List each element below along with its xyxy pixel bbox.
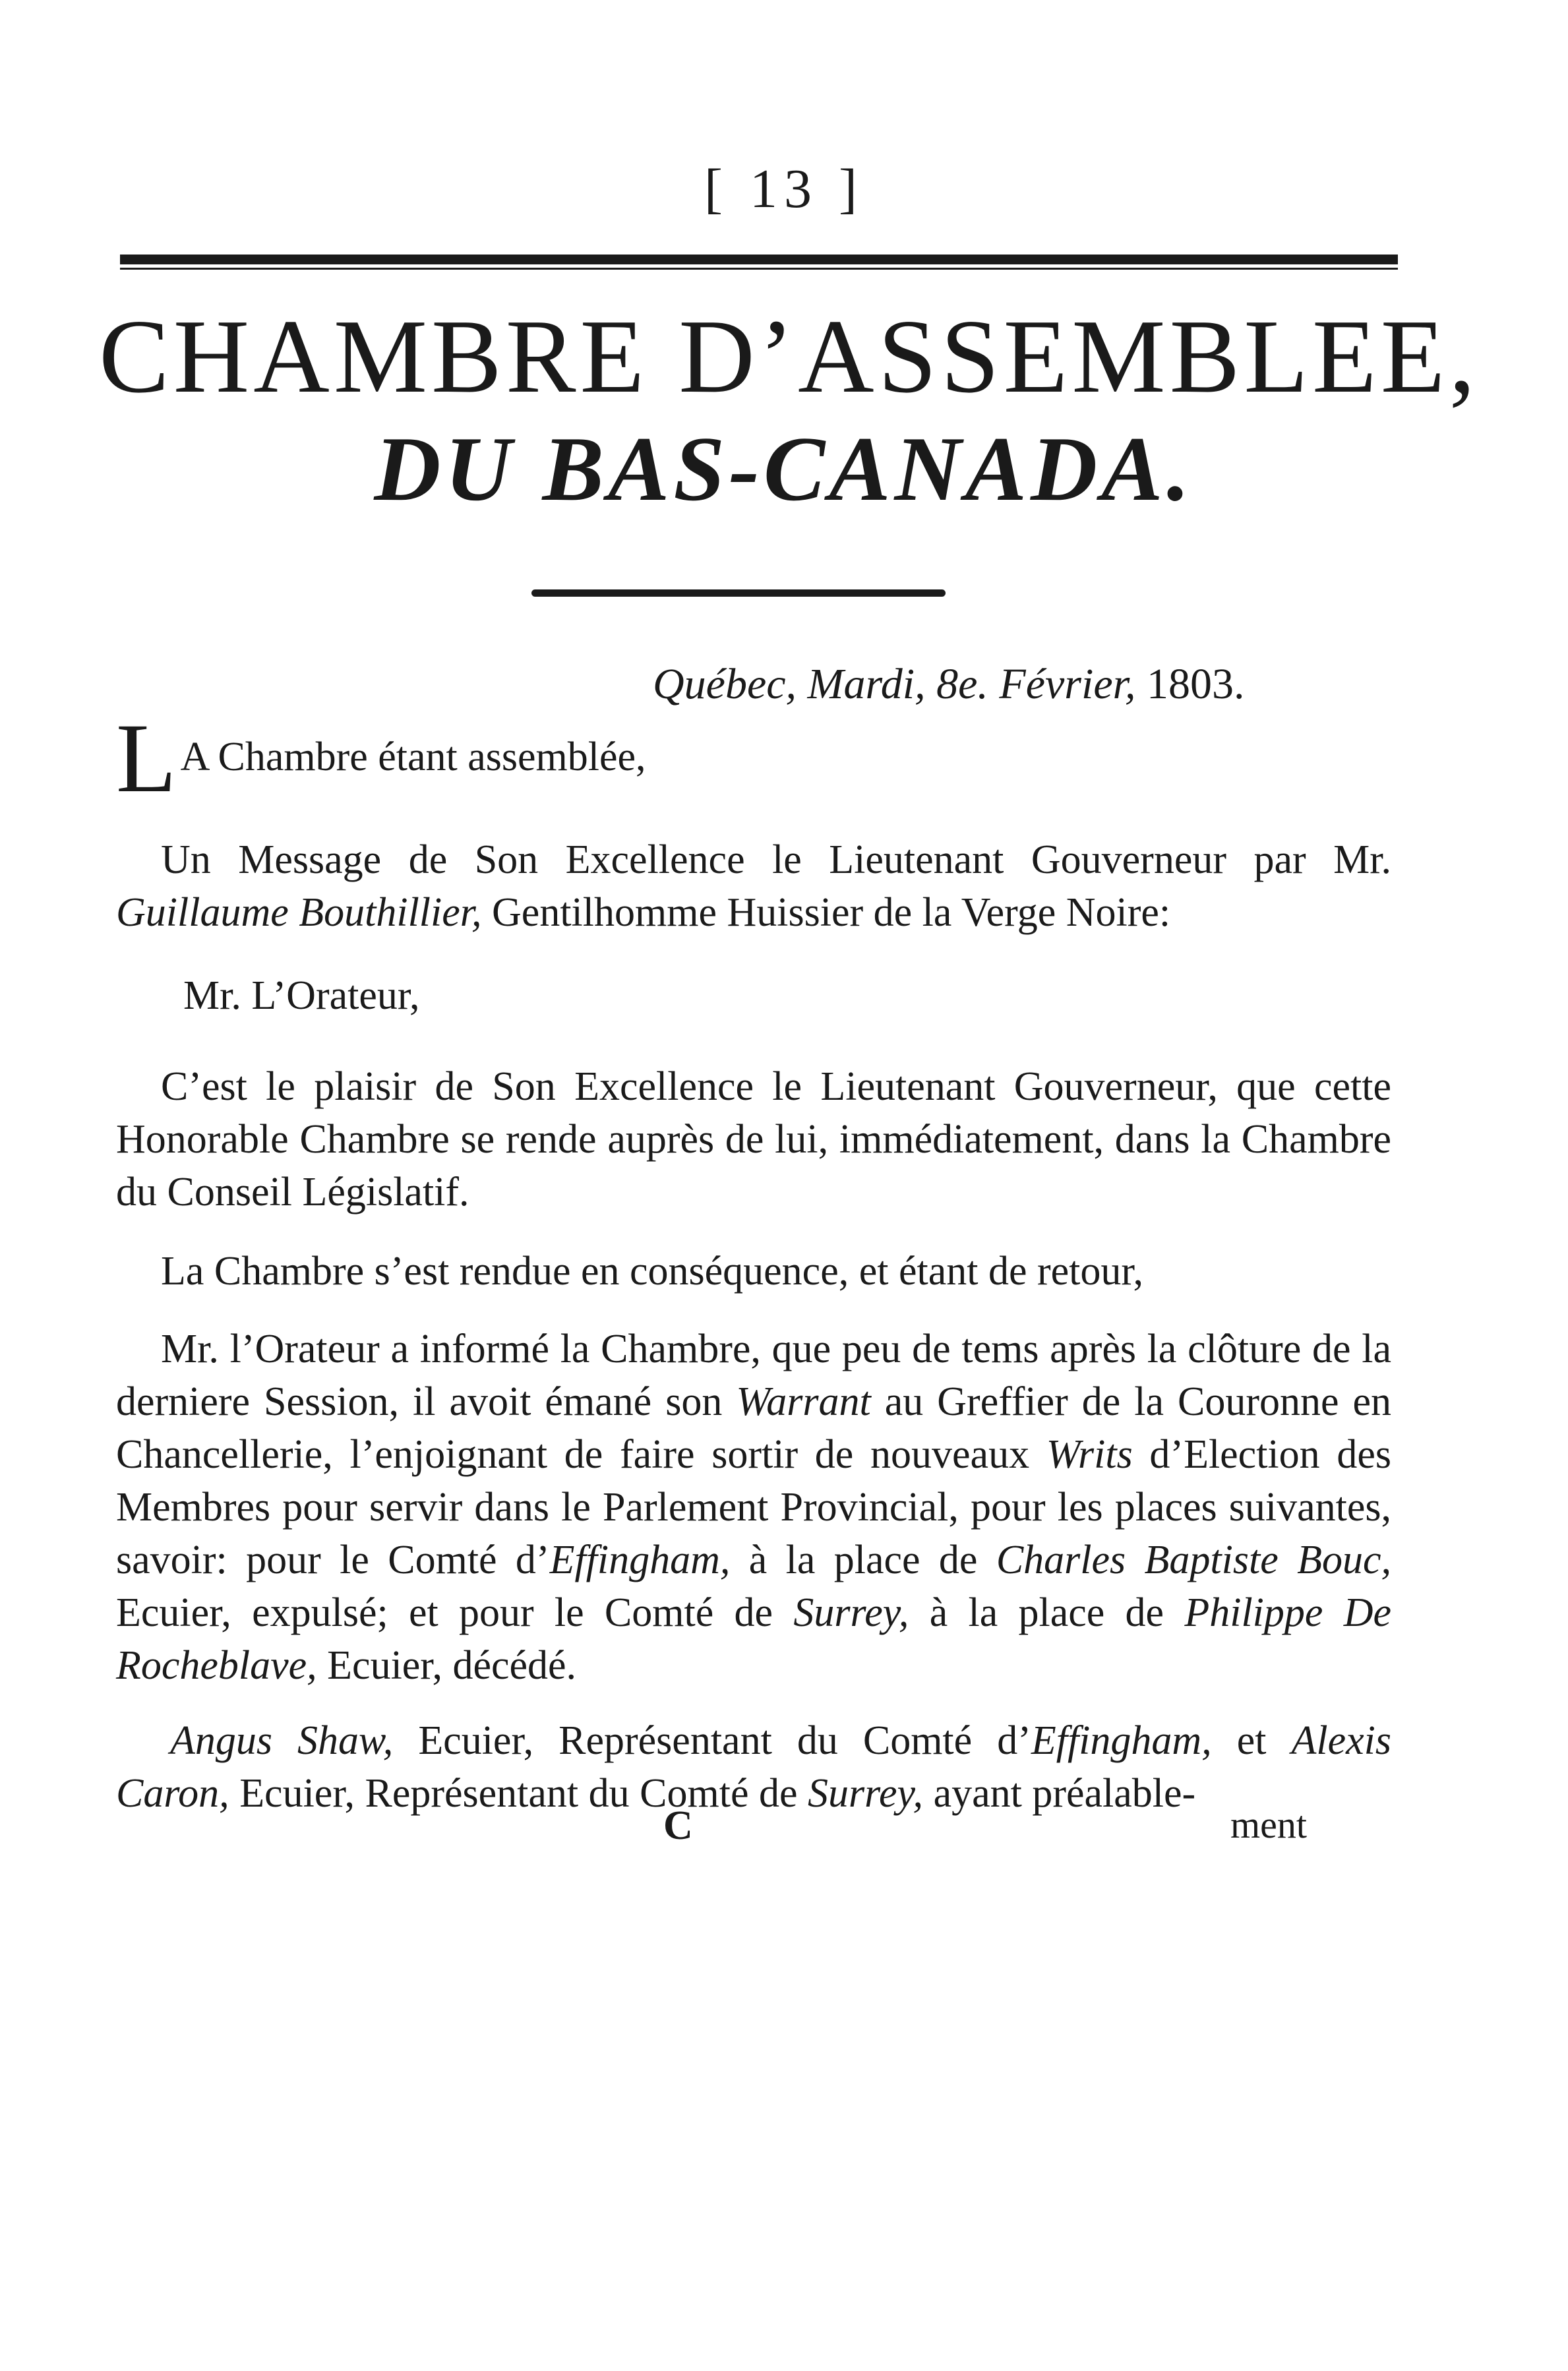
opening-paragraph: [116, 704, 1391, 813]
catchword: ment: [1230, 1803, 1307, 1846]
pleasure-paragraph: C’est le plaisir de Son Excellence le Lieutenant Gouverneur, que cette Honorable Chambre se rende auprès de lui, immédiatement, dans la Chambre du Conseil Législatif.: [116, 1064, 1391, 1215]
dateline-place-day: Québec, Mardi, 8e. Février,: [653, 660, 1136, 708]
header-rule-thin: [120, 268, 1398, 270]
title-line-1: CHAMBRE D’ASSEMBLEE,: [99, 297, 1480, 415]
drop-cap: L: [116, 704, 177, 813]
returned-paragraph: La Chambre s’est rendue en conséquence, et étant de retour,: [161, 1249, 1144, 1294]
messenger-name: Guillaume Bouthillier,: [116, 890, 482, 935]
opening-text: A Chambre étant assemblée,: [180, 735, 646, 779]
report-paragraph: Mr. l’Orateur a informé la Chambre, que peu de tems après la clôture de la derniere Session, il avoit émané son Warrant au Greffier de la Couronne en Chancellerie, l’enjoignant de faire sortir de nouveaux Writs d’Election des Membres pour servir dans le Parlement Provincial, pour les places suivantes, savoir: pour le Comté d’Effingham, à la place de Charles Baptiste Bouc, Ecuier, expulsé; et pour le Comté de Surrey, à la place de Philippe De Rocheblave, Ecuier, décédé.: [116, 1327, 1392, 1688]
page-number: [ 13 ]: [704, 158, 864, 220]
dateline-year: 1803.: [1146, 660, 1245, 708]
title-line-2: DU BAS-CANADA.: [374, 418, 1194, 520]
address-line: Mr. L’Orateur,: [183, 973, 420, 1018]
dateline: [653, 659, 1244, 709]
signature-mark: C: [663, 1803, 693, 1848]
message-paragraph: Un Message de Son Excellence le Lieutenant Gouverneur par Mr. Guillaume Bouthillier, Gentilhomme Huissier de la Verge Noire:: [116, 837, 1391, 935]
header-rule: [120, 255, 1398, 264]
title-divider: [531, 589, 946, 597]
members-paragraph: Angus Shaw, Ecuier, Représentant du Comté d’Effingham, et Alexis Caron, Ecuier, Représentant du Comté de Surrey, ayant préalable-: [116, 1718, 1391, 1816]
